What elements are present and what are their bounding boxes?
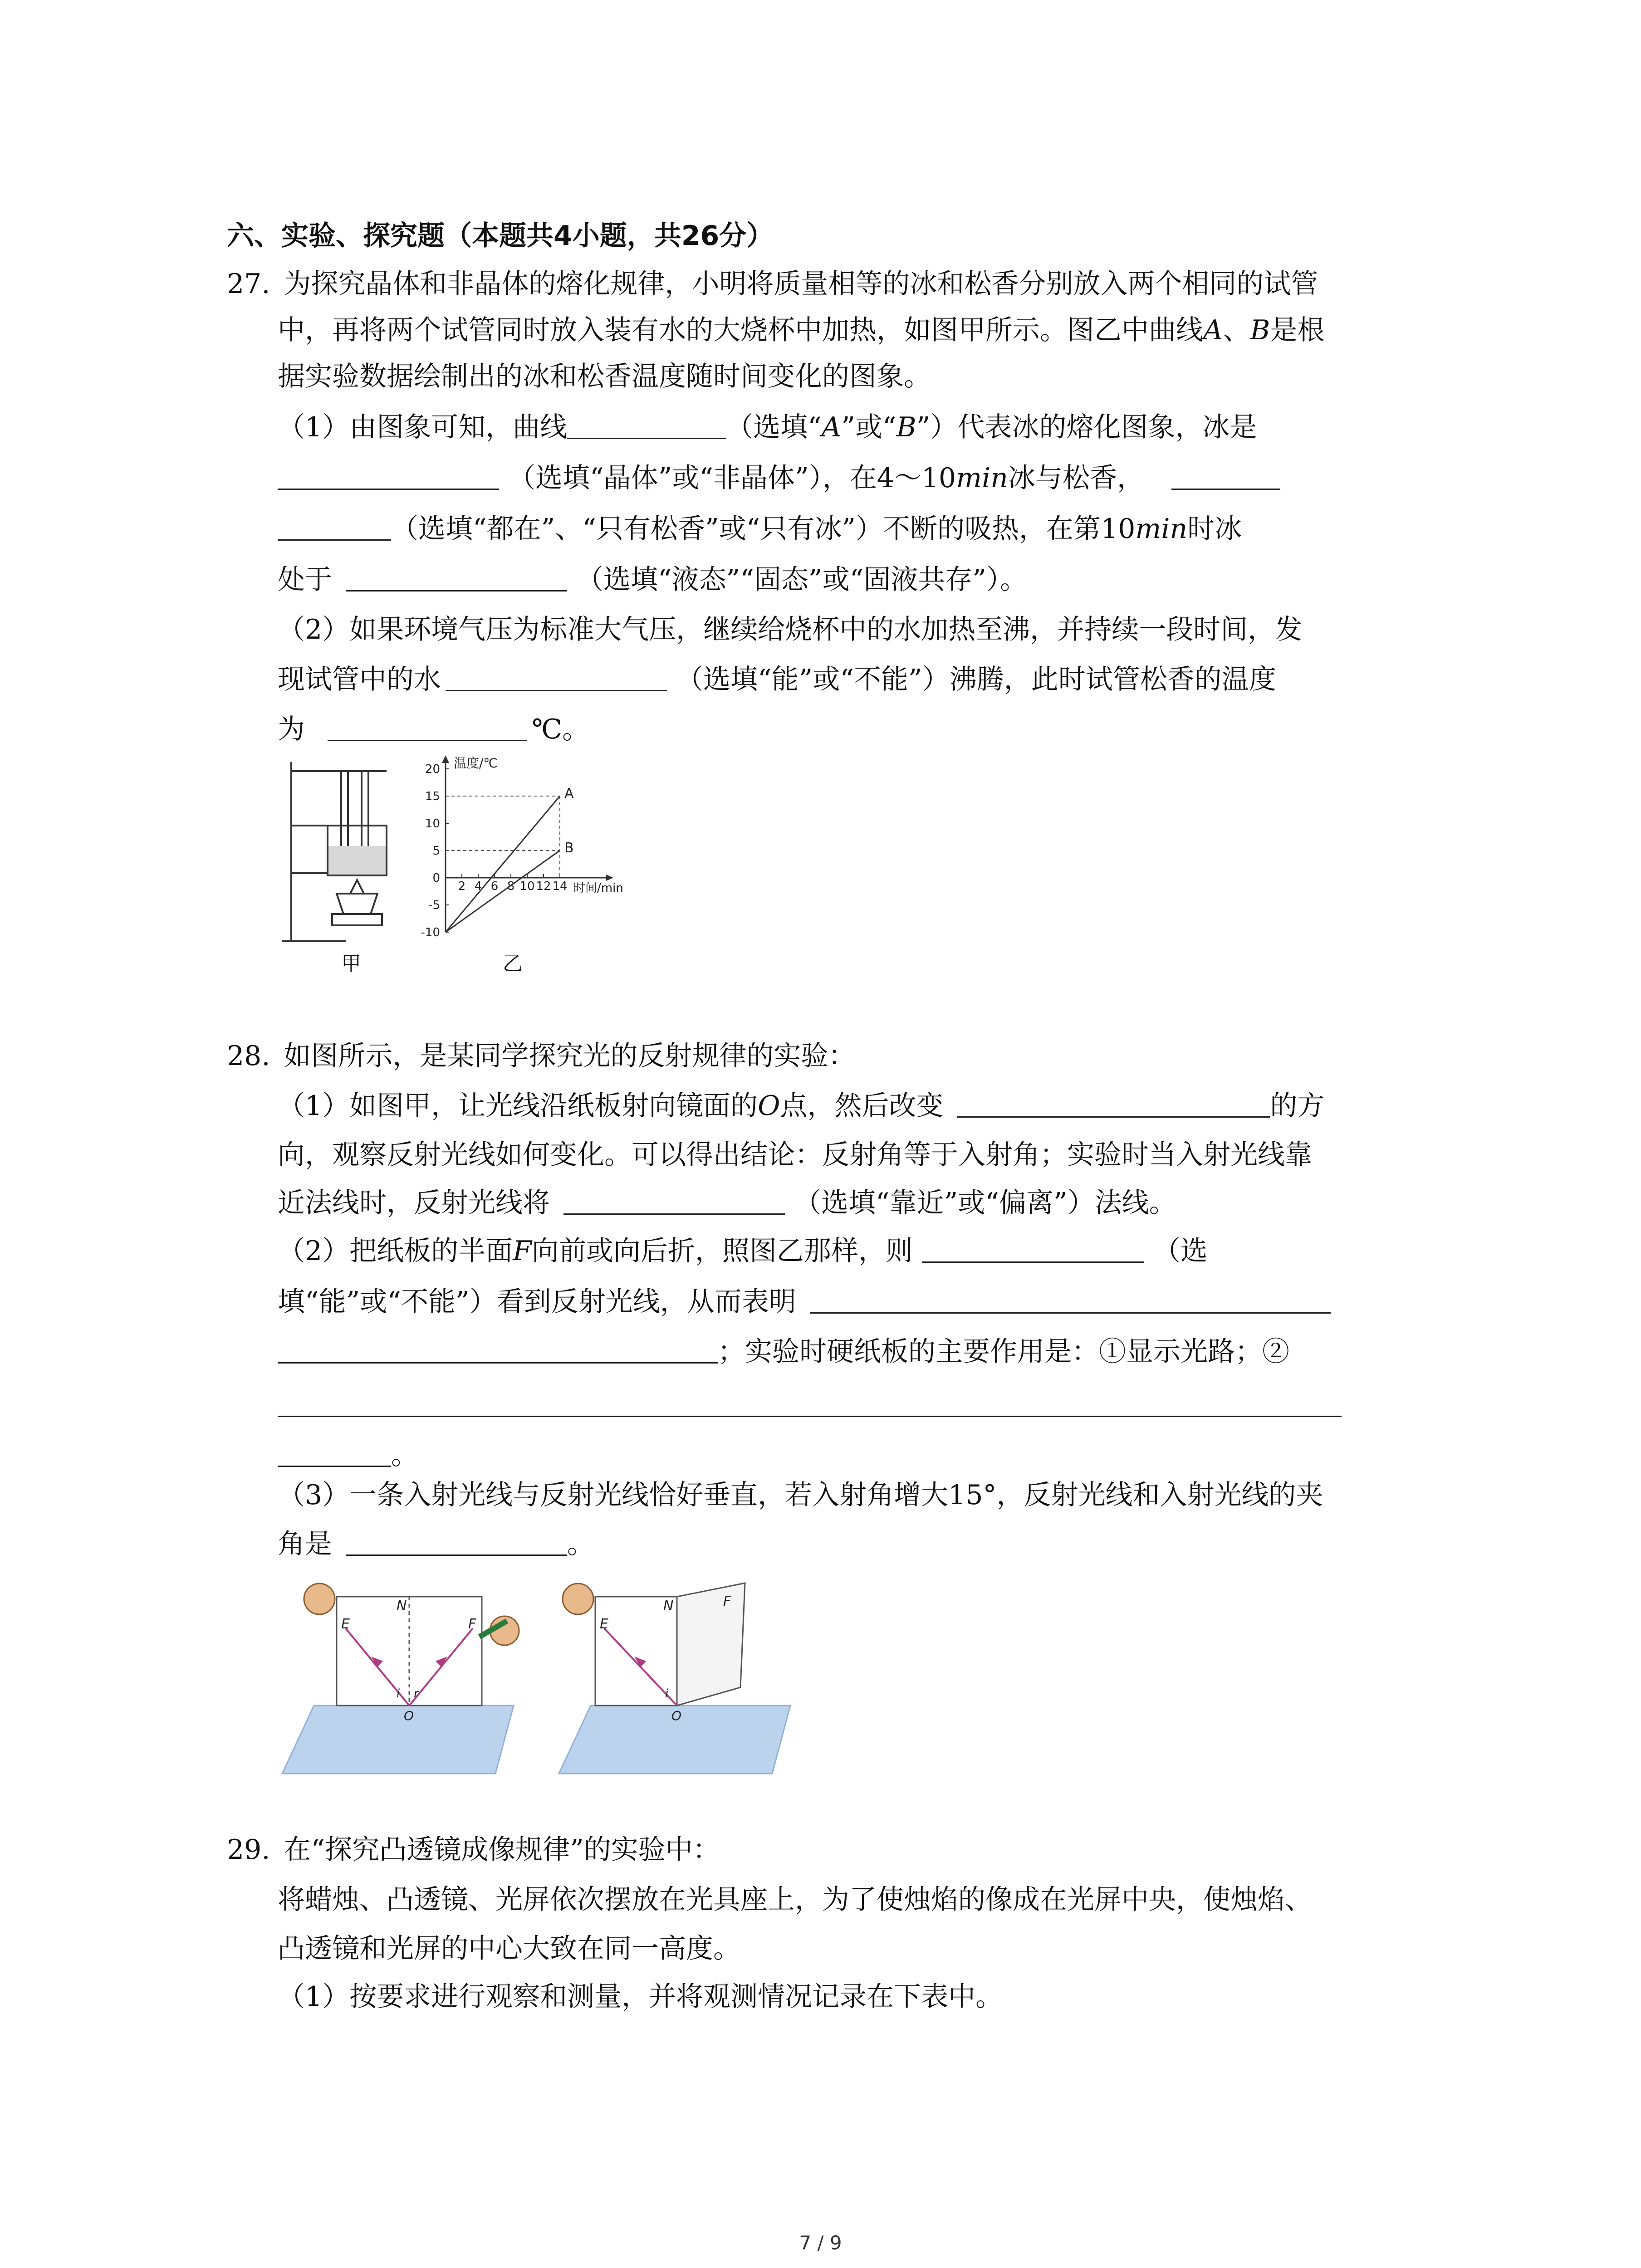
answer-blank-temperature[interactable] (328, 712, 527, 741)
q27-p1-text-1a: （1）由图象可知，曲线 (278, 411, 568, 443)
q28-p2-line-1 (278, 1233, 1208, 1269)
q27-p2-line-2 (278, 661, 1276, 698)
q28-p3-line-1: （3）一条入射光线与反射光线恰好垂直，若入射角增大15°，反射光线和入射光线的夹 (278, 1479, 1323, 1511)
page-number: 7 / 9 (799, 2232, 842, 2254)
q28-p2-line-5 (278, 1437, 418, 1473)
q29-p1-line: （1）按要求进行观察和测量，并将观测情况记录在下表中。 (278, 1981, 1003, 2013)
q28-line-1 (227, 1038, 855, 1074)
q28-p1-text-1b: O (758, 1090, 780, 1122)
q28-p2-line-2 (278, 1284, 1331, 1320)
mirror-surface (282, 1706, 514, 1774)
q28-p1-line-1 (278, 1088, 1324, 1124)
q28-p2-line-3 (278, 1334, 1289, 1370)
q28-number: 28. (227, 1040, 270, 1072)
q27-p1-text-2b: min (956, 462, 1008, 494)
q28-p2-text-1a: （2）把纸板的半面 (278, 1235, 513, 1267)
x-tick-label: 6 (490, 880, 499, 893)
label-i: i (397, 1687, 400, 1701)
q28-p2-text-2a: 填“能”或“不能”）看到反射光线，从而表明 (278, 1286, 796, 1318)
q27-p2-text-2a: 现试管中的水 (278, 664, 441, 695)
answer-blank-boil[interactable] (446, 662, 667, 691)
series-label-a: A (564, 786, 574, 802)
x-tick-label: 12 (536, 880, 551, 893)
label-o: O (404, 1708, 414, 1723)
x-tick-label: 4 (474, 880, 482, 893)
q27-p1-text-1e: B (896, 411, 916, 443)
curve-a-label: A (1203, 314, 1223, 346)
answer-blank-curve[interactable] (567, 410, 726, 439)
hand-left (563, 1584, 593, 1614)
answer-blank-absorb-part1[interactable] (1171, 460, 1280, 490)
y-tick-label: -5 (428, 899, 440, 912)
x-tick-label: 8 (507, 880, 515, 893)
section-heading: 六、实验、探究题（本题共4小题，共26分） (227, 220, 774, 252)
q27-p2-text-3b: ℃。 (532, 714, 590, 745)
x-axis-label: 时间/min (573, 881, 623, 895)
answer-blank-angle[interactable] (346, 1526, 567, 1556)
answer-blank-absorb-part2[interactable] (278, 511, 391, 541)
q27-p1-line-1 (278, 409, 1257, 445)
q27-p1-text-3a: （选填“都在”、“只有松香”或“只有冰”）不断的吸热，在第10 (391, 513, 1136, 545)
figure-reflection-jia (278, 1579, 536, 1778)
x-tick-label: 2 (458, 880, 466, 893)
q27-line-3: 据实验数据绘制出的冰和松香温度随时间变化的图象。 (278, 361, 931, 392)
q27-p2-line-1: （2）如果环境气压为标准大气压，继续给烧杯中的水加热至沸，并持续一段时间，发 (278, 614, 1303, 645)
q27-p1-text-4a: 处于 (278, 564, 332, 596)
series-line-a (446, 796, 560, 932)
answer-blank-direction[interactable] (957, 1088, 1270, 1118)
q29-stem: 在“探究凸透镜成像规律”的实验中： (284, 1834, 720, 1866)
series-label-b: B (564, 840, 574, 856)
q28-p2-text-5b: 。 (391, 1439, 418, 1471)
q28-p3-line-2 (278, 1526, 594, 1562)
x-tick-label: 14 (552, 880, 568, 893)
q27-line-1 (227, 266, 1318, 302)
label-f: F (468, 1616, 476, 1632)
q28-p2-text-1c: 向前或向后折，照图乙那样，则 (531, 1235, 913, 1267)
q28-p1-text-1d: 的方 (1270, 1090, 1325, 1122)
answer-blank-normal[interactable] (563, 1185, 785, 1215)
q28-stem: 如图所示，是某同学探究光的反射规律的实验： (284, 1040, 856, 1072)
answer-blank-conclusion-part1[interactable] (810, 1284, 1331, 1314)
figure-jia-apparatus (278, 758, 400, 948)
label-n: N (663, 1598, 674, 1614)
figure-reflection-yi (554, 1579, 813, 1778)
label-f: F (723, 1593, 731, 1609)
cardboard-half-f-folded (677, 1583, 745, 1706)
q27-p1-text-1f: ”）代表冰的熔化图象，冰是 (916, 411, 1257, 443)
y-tick-label: 0 (432, 871, 440, 885)
label-e: E (341, 1616, 350, 1632)
q29-line-1 (227, 1832, 720, 1868)
q27-p1-line-2 (278, 460, 1280, 496)
q27-p1-line-3 (278, 511, 1242, 547)
q28-p1-text-3b: （选填“靠近”或“偏离”）法线。 (794, 1187, 1176, 1219)
label-r: r (414, 1687, 419, 1701)
q27-p2-text-3a: 为 (278, 714, 305, 745)
y-tick-label: 10 (425, 817, 440, 831)
label-i: i (665, 1687, 669, 1701)
figure-jia-caption: 甲 (341, 952, 361, 975)
apparatus-drawing (278, 758, 400, 948)
q28-p1-line-2: 向，观察反射光线如何变化。可以得出结论：反射角等于入射角；实验时当入射光线靠 (278, 1139, 1312, 1171)
hand-left (304, 1584, 335, 1614)
q28-p2-text-1b: F (513, 1235, 532, 1267)
figure-yi-graph (414, 753, 659, 953)
y-tick-label: 15 (425, 790, 440, 803)
q27-p1-text-2c: 冰与松香， (1008, 462, 1144, 494)
y-tick-label: 5 (432, 844, 440, 858)
q29-number: 29. (227, 1834, 270, 1866)
q28-p3-text-2a: 角是 (278, 1528, 332, 1560)
q27-p1-text-1c: A (821, 411, 842, 443)
q27-p1-text-1d: ”或“ (841, 411, 896, 443)
answer-blank-cardboard-role-part1[interactable] (278, 1388, 1342, 1417)
q27-stem-2c: 、 (1223, 314, 1250, 346)
q28-p2-line-4 (278, 1387, 1342, 1423)
y-tick-label: 20 (425, 763, 440, 776)
q28-p2-text-1d: （选 (1153, 1235, 1208, 1267)
x-axis-arrow (606, 875, 613, 881)
temperature-chart (414, 753, 659, 953)
answer-blank-crystal[interactable] (278, 460, 499, 490)
q29-line-2: 将蜡烛、凸透镜、光屏依次摆放在光具座上，为了使烛焰的像成在光屏中央，使烛焰、 (278, 1884, 1312, 1916)
label-e: E (600, 1616, 608, 1632)
q28-p2-text-3b: ；实验时硬纸板的主要作用是：①显示光路；② (718, 1336, 1289, 1368)
q29-line-3: 凸透镜和光屏的中心大致在同一高度。 (278, 1933, 740, 1965)
answer-blank-state[interactable] (346, 562, 567, 591)
q27-p2-text-2b: （选填“能”或“不能”）沸腾，此时试管松香的温度 (676, 664, 1276, 695)
label-n: N (397, 1598, 407, 1614)
q27-number: 27. (227, 268, 270, 300)
q28-p1-line-3 (278, 1185, 1176, 1221)
q27-p1-text-1b: （选填“ (726, 411, 822, 443)
label-o: O (671, 1708, 682, 1723)
figure-yi-caption: 乙 (503, 952, 523, 975)
q27-p2-line-3 (278, 711, 589, 748)
q27-p1-text-3b: min (1135, 513, 1188, 545)
q27-p1-text-4b: （选填“液态”“固态”或“固液共存”）。 (576, 564, 1028, 596)
x-tick-label: 10 (519, 880, 535, 893)
q27-stem-2e: 是根 (1270, 314, 1325, 346)
q27-line-2 (278, 312, 1324, 348)
q27-p1-text-2a: （选填“晶体”或“非晶体”），在4～10 (508, 462, 956, 494)
q27-p1-text-3c: 时冰 (1187, 513, 1242, 545)
y-axis-label: 温度/℃ (454, 756, 498, 771)
answer-blank-conclusion-part2[interactable] (278, 1334, 718, 1364)
q27-stem-1: 为探究晶体和非晶体的熔化规律，小明将质量相等的冰和松香分别放入两个相同的试管 (284, 268, 1318, 300)
q27-stem-2a: 中，再将两个试管同时放入装有水的大烧杯中加热，如图甲所示。图乙中曲线 (278, 314, 1203, 346)
q28-p1-text-3a: 近法线时，反射光线将 (278, 1187, 550, 1219)
answer-blank-cardboard-role-part2[interactable] (278, 1437, 391, 1467)
y-tick-label: -10 (421, 926, 440, 939)
q28-p3-text-2b: 。 (567, 1528, 594, 1560)
q28-p1-text-1c: 点，然后改变 (780, 1090, 944, 1122)
y-axis-arrow (442, 755, 449, 763)
q27-p1-line-4 (278, 562, 1027, 598)
q28-p1-text-1a: （1）如图甲，让光线沿纸板射向镜面的 (278, 1090, 758, 1122)
curve-b-label: B (1250, 314, 1270, 346)
answer-blank-see-reflection[interactable] (922, 1233, 1144, 1263)
